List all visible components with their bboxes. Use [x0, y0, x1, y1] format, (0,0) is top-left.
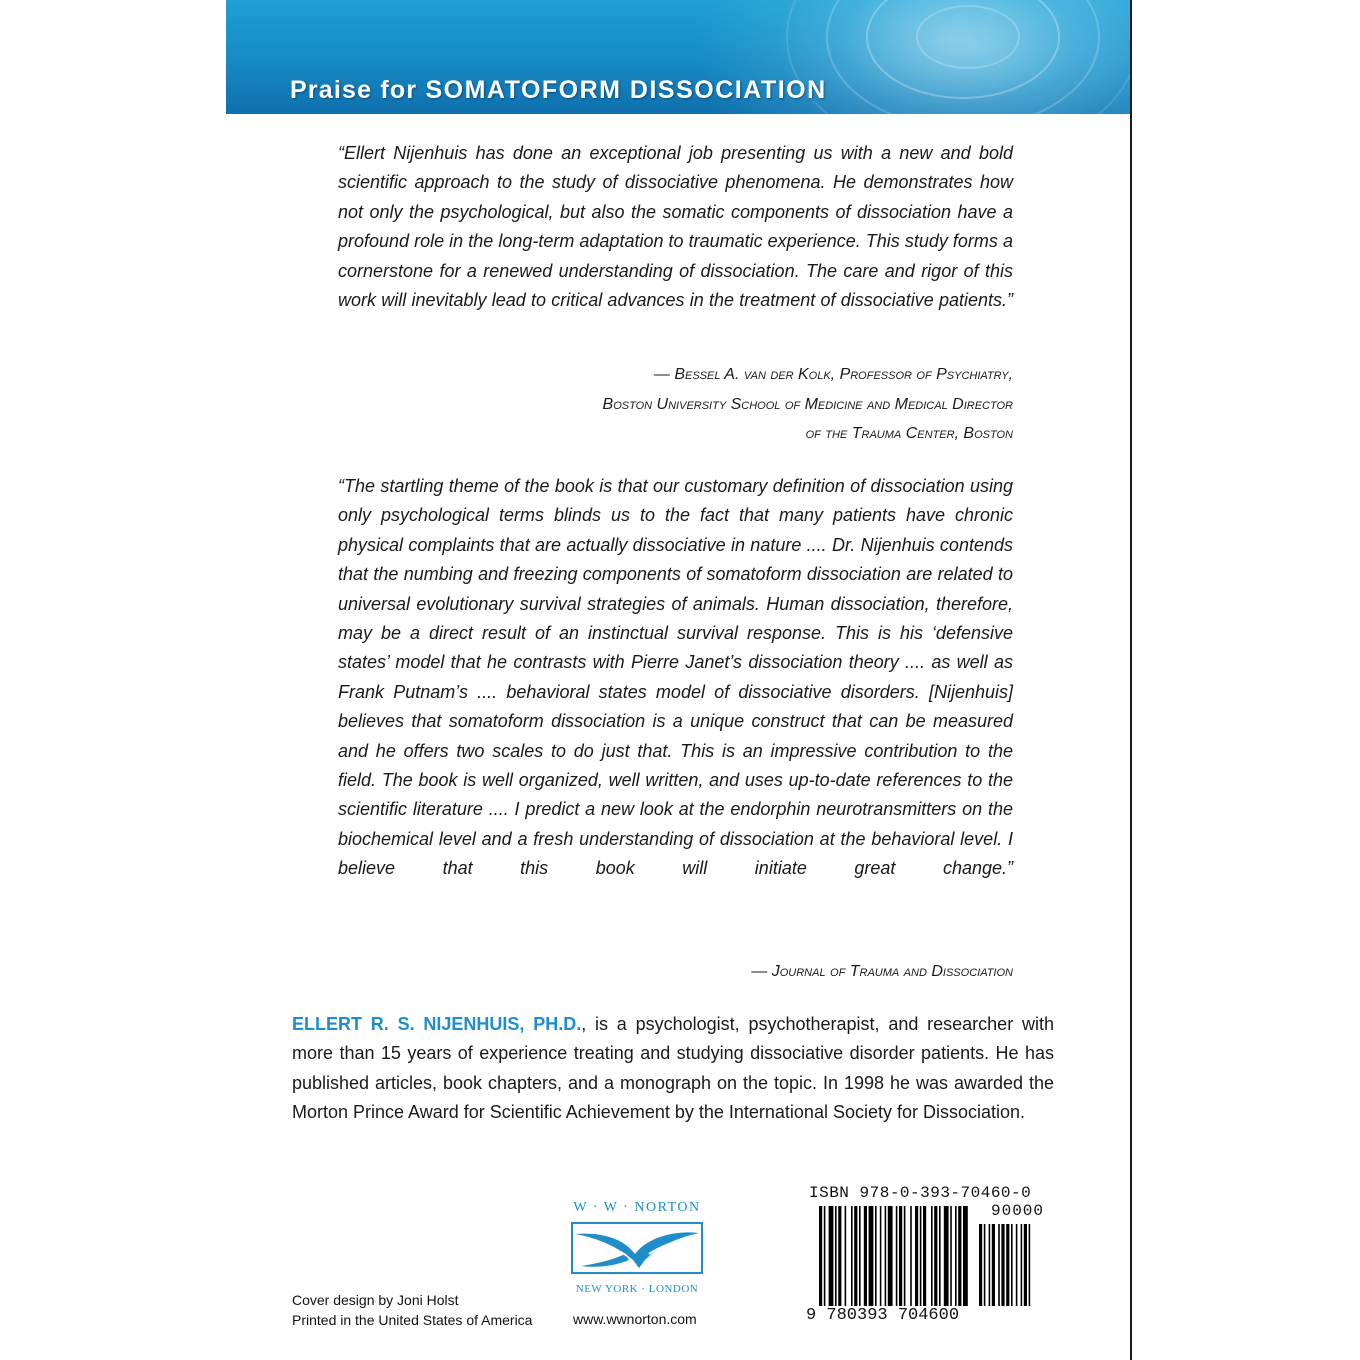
banner-title	[290, 76, 827, 105]
barcode-bars	[819, 1206, 1059, 1312]
logo-frame	[571, 1222, 703, 1274]
review-quote-2: “The startling theme of the book is that our customary definition of dissociation using only psychological terms blinds us to the fact that many patients have chronic physical complaints that are actually dissociative in nature .... Dr. Nijenhuis contends that the numbing and freezing components of somatoform dissociation are related to universal evolutionary survival strategies of animals. Human dissociation, therefore, may be a direct result of an instinctual survival response. This is his ‘defensive states’ model that he contrasts with Pierre Janet’s dissociation theory .... as well as Frank Putnam’s .... behavioral states model of dissociative disorders. [Nijenhuis] believes that somatoform dissociation is a unique construct that can be measured and he offers two scales to do just that. This is an impressive contribution to the field. The book is well organized, well written, and uses up-to-date references to the scientific literature .... I predict a new look at the endorphin neurotransmitters on the biochemical level and a fresh understanding of dissociation at the behavioral level. I believe that this book will initiate great change.”	[338, 476, 1013, 879]
attribution-line: Boston University School of Medicine and Medical Director	[602, 395, 1013, 413]
publisher-cities: NEW YORK · LONDON	[575, 1283, 699, 1295]
book-back-cover	[226, 0, 1132, 1360]
water-ripple	[916, 5, 1020, 69]
barcode-icon	[819, 1206, 1059, 1312]
printed-credit: Printed in the United States of America	[292, 1312, 533, 1328]
attribution-line: of the Trauma Center, Boston	[805, 425, 1013, 442]
attribution-line: — Journal of Trauma and Dissociation	[751, 963, 1013, 980]
praise-banner	[226, 0, 1132, 114]
attribution-line: — Bessel A. van der Kolk, Professor of Psychiatry,	[653, 366, 1013, 383]
book-title: SOMATOFORM DISSOCIATION	[425, 76, 827, 104]
barcode-digits: 9 780393 704600	[806, 1306, 960, 1325]
publisher-url: www.wwnorton.com	[573, 1311, 697, 1327]
review-attribution-2	[338, 957, 1013, 987]
isbn-label: ISBN 978-0-393-70460-0	[809, 1184, 1032, 1202]
author-bio	[292, 1010, 1054, 1128]
author-name: ELLERT R. S. NIJENHUIS, PH.D.	[292, 1014, 582, 1034]
cover-design-credit: Cover design by Joni Holst	[292, 1292, 459, 1308]
review-quote-1: “Ellert Nijenhuis has done an exceptional job presenting us with a new and bold scientific approach to the study of dissociative phenomena. He demonstrates how not only the psychological, but also the somatic components of dissociation have a profound role in the long-term adaptation to traumatic experience. This study forms a cornerstone for a renewed understanding of dissociation. The care and rigor of this work will inevitably lead to critical advances in the treatment of dissociative patients.”	[338, 143, 1013, 311]
author-bio-text: , is a psychologist, psychotherapist, and researcher with more than 15 years of experience treating and studying dissociative disorder patients. He has published articles, book chapters, and a monograph on the topic. In 1998 he was awarded the Morton Prince Award for Scientific Achievement by the International Society for Dissociation.	[292, 1014, 1054, 1123]
publisher-logo	[567, 1195, 707, 1305]
credits	[292, 1290, 532, 1330]
banner-prefix: Praise for	[290, 76, 426, 104]
review-attribution-1	[338, 360, 1013, 449]
publisher-name: W · W · NORTON	[573, 1200, 701, 1215]
seagull-icon	[573, 1224, 701, 1272]
price-addon-digits: 90000	[991, 1202, 1045, 1220]
